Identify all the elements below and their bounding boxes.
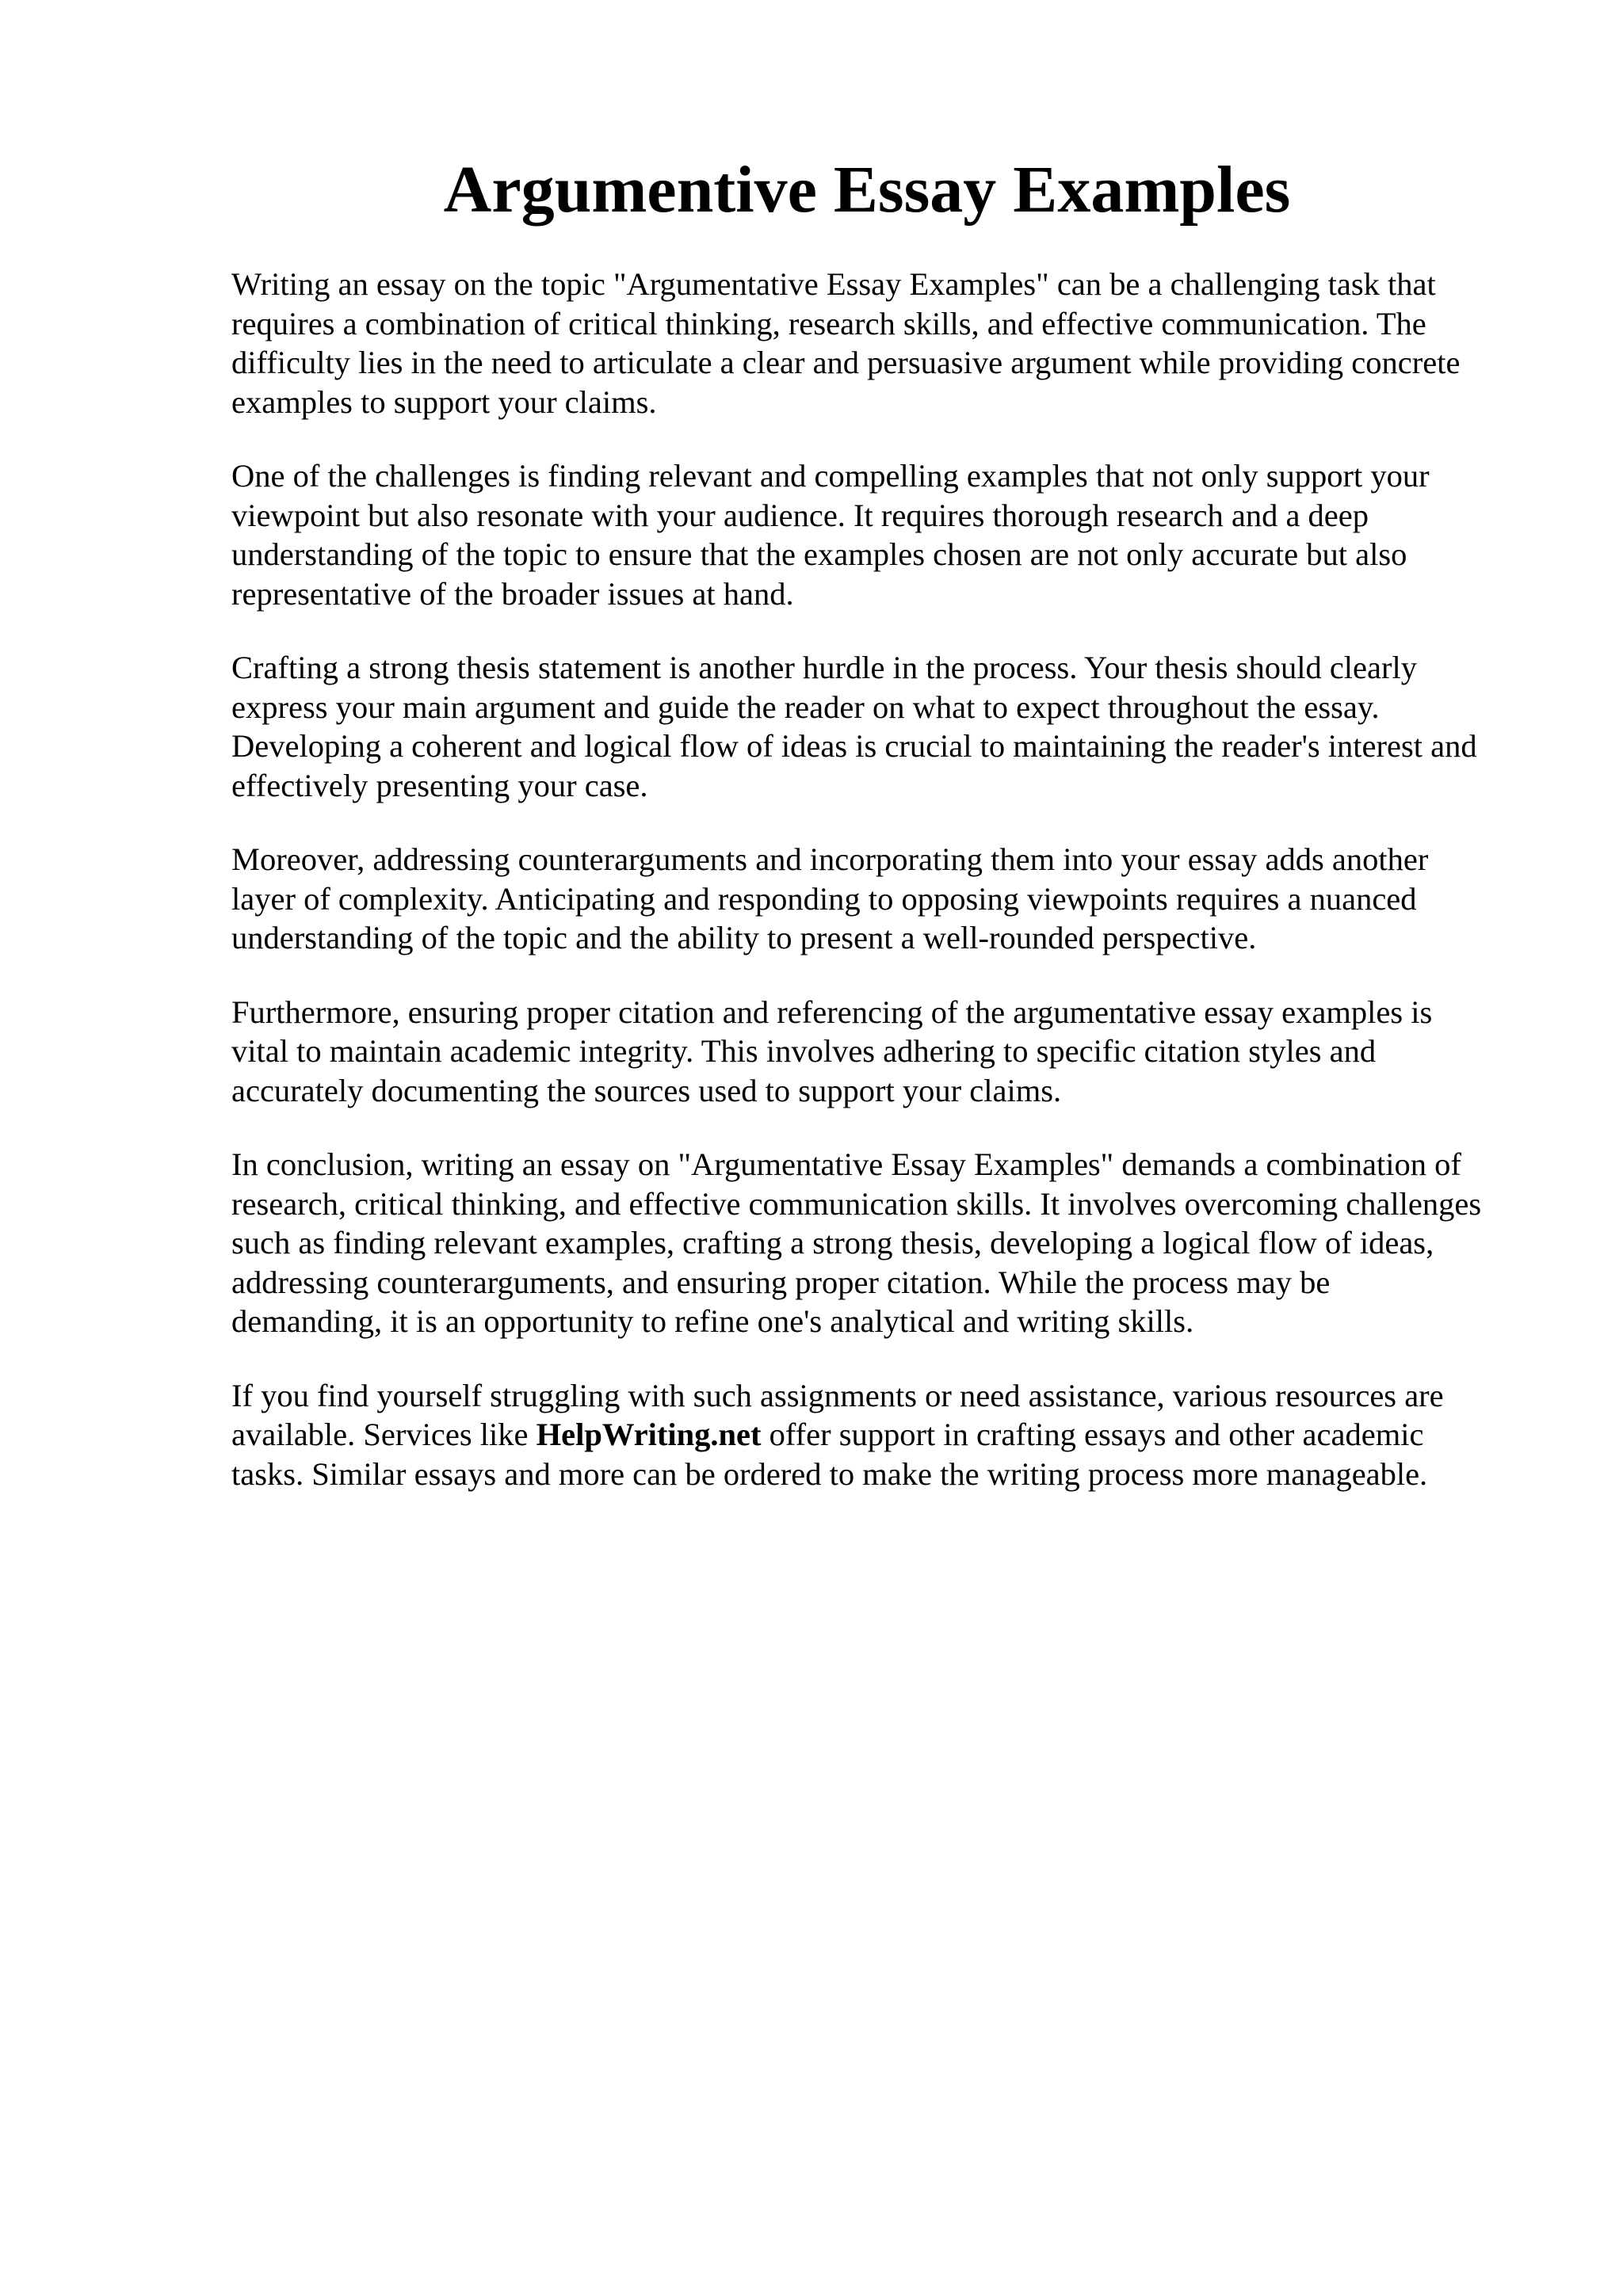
text-line: addressing counterarguments, and ensuring proper citation. While the process may be — [231, 1264, 1331, 1300]
text-line: such as finding relevant examples, crafting a strong thesis, developing a logical flow of ideas, — [231, 1225, 1434, 1261]
text-segment: offer support in crafting essays and other academic — [761, 1417, 1424, 1452]
text-line: representative of the broader issues at hand. — [231, 575, 794, 612]
paragraph-7 — [231, 1376, 1531, 1494]
text-line: research, critical thinking, and effective communication skills. It involves overcoming challenges — [231, 1185, 1482, 1222]
paragraph-4 — [231, 840, 1531, 958]
text-line: understanding of the topic and the ability to present a well-rounded perspective. — [231, 920, 1257, 955]
text-line: requires a combination of critical thinking, research skills, and effective communication. The — [231, 305, 1426, 341]
text-line: If you find yourself struggling with such assignments or need assistance, various resources are — [231, 1377, 1444, 1413]
text-line: Crafting a strong thesis statement is another hurdle in the process. Your thesis should clearly — [231, 650, 1417, 685]
text-line: Developing a coherent and logical flow of ideas is crucial to maintaining the reader's interest and — [231, 728, 1477, 764]
text-line: examples to support your claims. — [231, 383, 657, 420]
text-line: understanding of the topic to ensure that the examples chosen are not only accurate but also — [231, 536, 1407, 572]
text-line: viewpoint but also resonate with your audience. It requires thorough research and a deep — [231, 497, 1369, 533]
text-line: Moreover, addressing counterarguments and incorporating them into your essay adds another — [231, 841, 1429, 877]
text-line: vital to maintain academic integrity. This involves adhering to specific citation styles and — [231, 1033, 1377, 1069]
text-line: accurately documenting the sources used to support your claims. — [231, 1072, 1062, 1108]
paragraph-3 — [231, 648, 1531, 805]
helpwriting-link-text: HelpWriting.net — [536, 1417, 762, 1452]
text-line: Furthermore, ensuring proper citation and referencing of the argumentative essay examples is — [231, 994, 1433, 1030]
document-body — [231, 265, 1531, 1528]
text-line: effectively presenting your case. — [231, 767, 648, 803]
text-line — [231, 1415, 1531, 1455]
paragraph-1 — [231, 265, 1531, 421]
text-line: tasks. Similar essays and more can be ordered to make the writing process more manageable. — [231, 1455, 1428, 1492]
text-line: difficulty lies in the need to articulate a clear and persuasive argument while providing concrete — [231, 345, 1461, 380]
text-line: Writing an essay on the topic "Argumentative Essay Examples" can be a challenging task that — [231, 266, 1436, 302]
text-line: One of the challenges is finding relevant and compelling examples that not only support your — [231, 458, 1430, 494]
text-line: demanding, it is an opportunity to refine one's analytical and writing skills. — [231, 1303, 1194, 1339]
paragraph-5 — [231, 993, 1531, 1111]
text-segment: available. Services like — [231, 1417, 537, 1452]
text-line: express your main argument and guide the reader on what to expect throughout the essay. — [231, 688, 1380, 725]
text-line: In conclusion, writing an essay on "Argumentative Essay Examples" demands a combination of — [231, 1146, 1461, 1182]
paragraph-6 — [231, 1145, 1531, 1341]
text-line: layer of complexity. Anticipating and responding to opposing viewpoints requires a nuanced — [231, 880, 1417, 917]
page-title: Argumentive Essay Examples — [443, 153, 1291, 227]
paragraph-2 — [231, 456, 1531, 613]
